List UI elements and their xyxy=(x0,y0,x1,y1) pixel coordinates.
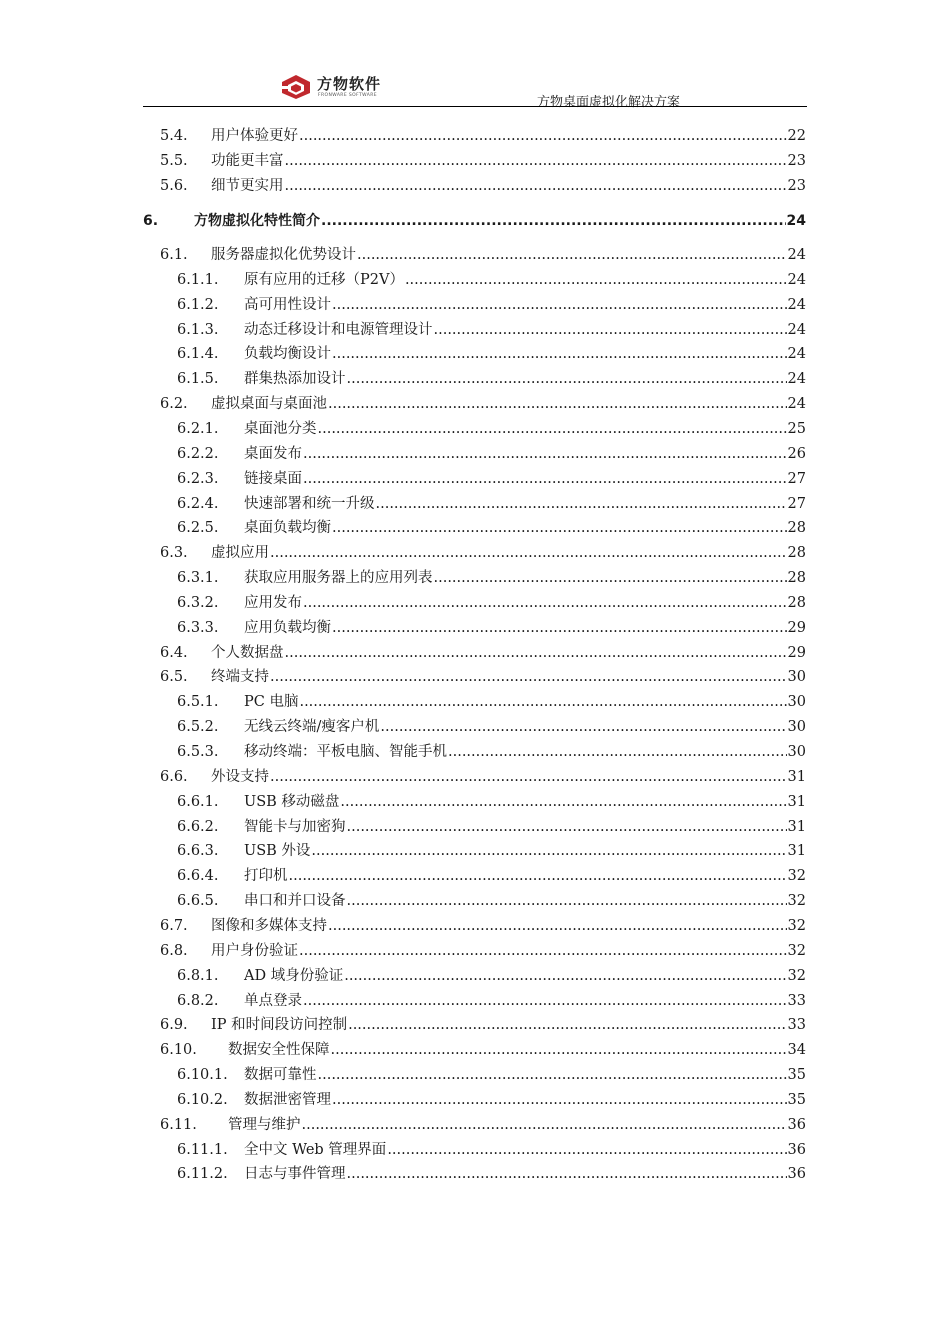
toc-entry[interactable] xyxy=(177,965,806,987)
toc-entry-number: 6.2. xyxy=(160,396,188,413)
toc-entry[interactable] xyxy=(160,940,806,962)
toc-entry-title: 负载均衡设计 xyxy=(244,346,331,363)
toc-dot-leader xyxy=(434,567,787,589)
toc-entry-number: 6.8.2. xyxy=(177,992,219,1009)
toc-entry-page-number: 31 xyxy=(787,843,806,860)
toc-dot-leader xyxy=(347,890,787,912)
toc-entry-title: USB 外设 xyxy=(244,843,311,860)
toc-entry-title: 动态迁移设计和电源管理设计 xyxy=(244,321,433,338)
toc-entry-page-number: 33 xyxy=(787,992,806,1009)
toc-entry-title: 移动终端：平板电脑、智能手机 xyxy=(244,744,447,760)
toc-entry-page-number: 23 xyxy=(787,152,806,169)
toc-entry-number: 6.1.5. xyxy=(177,371,219,388)
toc-entry-page-number: 36 xyxy=(787,1141,806,1158)
toc-entry-title: 应用发布 xyxy=(244,594,302,611)
toc-entry-title: 智能卡与加密狗 xyxy=(244,818,346,835)
toc-dot-leader xyxy=(376,493,787,515)
toc-entry-number: 6.1. xyxy=(160,247,188,263)
toc-entry-page-number: 31 xyxy=(787,768,806,785)
toc-entry-page-number: 36 xyxy=(787,1116,806,1133)
toc-entry-title: 群集热添加设计 xyxy=(244,371,346,388)
toc-entry-number: 6.3.3. xyxy=(177,619,219,636)
toc-entry[interactable] xyxy=(177,567,806,589)
toc-entry-number: 6.10. xyxy=(160,1042,197,1059)
toc-entry-page-number: 24 xyxy=(787,396,806,413)
toc-entry-page-number: 36 xyxy=(787,1166,806,1183)
toc-entry[interactable] xyxy=(177,716,806,738)
toc-entry[interactable] xyxy=(177,468,806,490)
toc-entry[interactable] xyxy=(160,1014,806,1036)
toc-entry-title: 数据安全性保障 xyxy=(228,1042,330,1059)
toc-entry-page-number: 28 xyxy=(787,520,806,537)
toc-entry-page-number: 32 xyxy=(787,967,806,984)
toc-entry-title: 用户体验更好 xyxy=(211,128,298,144)
toc-entry-title: 单点登录 xyxy=(244,992,302,1009)
toc-entry-title: 功能更丰富 xyxy=(211,152,284,169)
toc-entry[interactable] xyxy=(160,175,806,197)
toc-entry-title: 管理与维护 xyxy=(228,1116,301,1133)
toc-entry-number: 6.5.1. xyxy=(177,694,219,711)
toc-entry-title: 虚拟应用 xyxy=(211,545,269,562)
toc-entry-number: 6.6. xyxy=(160,768,188,785)
toc-entry-number: 6.11.1. xyxy=(177,1141,228,1158)
toc-entry-number: 6.3.1. xyxy=(177,570,219,587)
toc-entry-title: 原有应用的迁移（P2V） xyxy=(244,271,404,288)
toc-entry-number: 6.5.3. xyxy=(177,744,219,760)
toc-entry-number: 6.8.1. xyxy=(177,967,219,984)
toc-entry-number: 6.5. xyxy=(160,669,188,686)
toc-dot-leader xyxy=(303,592,787,614)
toc-entry-page-number: 27 xyxy=(787,470,806,487)
toc-entry-number: 6.2.1. xyxy=(177,420,219,437)
toc-entry-number: 6.1.4. xyxy=(177,346,219,363)
toc-entry[interactable] xyxy=(177,592,806,614)
toc-entry-number: 6.11.2. xyxy=(177,1166,228,1183)
toc-entry-title: 全中文 Web 管理界面 xyxy=(244,1141,387,1158)
toc-entry[interactable] xyxy=(160,915,806,937)
toc-entry-title: 用户身份验证 xyxy=(211,942,298,959)
toc-entry-title: 数据可靠性 xyxy=(244,1067,317,1084)
toc-entry[interactable] xyxy=(160,244,806,266)
toc-entry-number: 6.9. xyxy=(160,1017,188,1034)
toc-entry-number: 6.2.2. xyxy=(177,445,219,462)
toc-entry-number: 5.5. xyxy=(160,152,188,169)
toc-entry-title: 快速部署和统一升级 xyxy=(244,495,375,512)
toc-entry[interactable] xyxy=(177,816,806,838)
toc-entry-number: 6.6.2. xyxy=(177,818,219,835)
toc-entry[interactable] xyxy=(160,125,806,147)
toc-entry-title: 细节更实用 xyxy=(211,177,284,194)
toc-entry-title: 外设支持 xyxy=(211,768,269,785)
toc-entry[interactable] xyxy=(177,617,806,639)
toc-dot-leader xyxy=(318,1064,787,1086)
toc-entry-title: IP 和时间段访问控制 xyxy=(211,1017,348,1034)
toc-dot-leader xyxy=(328,393,787,415)
toc-entry-number: 5.4. xyxy=(160,128,188,144)
toc-dot-leader xyxy=(299,940,787,962)
toc-entry-number: 6.3. xyxy=(160,545,188,562)
toc-entry-number: 6.6.1. xyxy=(177,793,219,810)
toc-entry[interactable] xyxy=(177,517,806,539)
toc-entry-page-number: 30 xyxy=(787,744,806,760)
toc-entry-title: 服务器虚拟化优势设计 xyxy=(211,247,356,263)
toc-entry[interactable] xyxy=(177,368,806,390)
toc-entry[interactable] xyxy=(177,1163,806,1185)
toc-entry-page-number: 28 xyxy=(787,545,806,562)
toc-entry[interactable] xyxy=(177,418,806,440)
toc-dot-leader xyxy=(347,816,787,838)
toc-dot-leader xyxy=(387,1139,786,1161)
toc-entry-page-number: 30 xyxy=(787,669,806,686)
toc-entry-page-number: 32 xyxy=(787,893,806,910)
toc-entry[interactable] xyxy=(177,691,806,713)
toc-entry-page-number: 24 xyxy=(787,296,806,313)
toc-entry[interactable] xyxy=(177,343,806,365)
toc-entry[interactable] xyxy=(160,150,806,172)
toc-dot-leader xyxy=(344,965,786,987)
toc-entry-page-number: 30 xyxy=(787,694,806,711)
toc-entry-page-number: 24 xyxy=(787,321,806,338)
toc-entry-page-number: 24 xyxy=(787,371,806,388)
toc-entry-number: 6.6.3. xyxy=(177,843,219,860)
toc-entry-page-number: 32 xyxy=(787,868,806,885)
toc-dot-leader xyxy=(332,1089,787,1111)
toc-dot-leader xyxy=(448,741,787,763)
toc-entry-number: 6.2.4. xyxy=(177,495,219,512)
toc-entry-page-number: 29 xyxy=(787,644,806,661)
toc-entry-title: 获取应用服务器上的应用列表 xyxy=(244,570,433,587)
toc-entry-page-number: 28 xyxy=(787,570,806,587)
toc-entry-number: 6.1.1. xyxy=(177,271,219,288)
toc-entry[interactable] xyxy=(177,269,806,291)
toc-dot-leader xyxy=(299,125,787,147)
toc-entry-page-number: 35 xyxy=(787,1091,806,1108)
toc-entry[interactable] xyxy=(160,666,806,688)
toc-entry[interactable] xyxy=(177,791,806,813)
page-header xyxy=(143,70,807,110)
toc-dot-leader xyxy=(357,244,787,266)
document-title: 方物桌面虚拟化解决方案 xyxy=(536,95,680,110)
toc-dot-leader xyxy=(380,716,786,738)
toc-entry-number: 6.1.3. xyxy=(177,321,219,338)
toc-entry-title: 数据泄密管理 xyxy=(244,1091,331,1108)
toc-entry-number: 6.6.5. xyxy=(177,893,219,910)
toc-entry-title: 图像和多媒体支持 xyxy=(211,917,327,934)
toc-entry-title: 终端支持 xyxy=(211,669,269,686)
toc-entry-page-number: 35 xyxy=(787,1067,806,1084)
toc-entry-page-number: 22 xyxy=(787,128,806,144)
toc-entry-number: 6.6.4. xyxy=(177,868,219,885)
toc-dot-leader xyxy=(285,175,787,197)
toc-dot-leader xyxy=(318,418,787,440)
toc-dot-leader xyxy=(270,766,787,788)
toc-entry-number: 6.2.3. xyxy=(177,470,219,487)
toc-entry-title: 高可用性设计 xyxy=(244,296,331,313)
toc-entry[interactable] xyxy=(160,1114,806,1136)
toc-entry-page-number: 31 xyxy=(787,818,806,835)
toc-dot-leader xyxy=(347,368,787,390)
toc-dot-leader xyxy=(285,642,787,664)
toc-entry-number: 6.4. xyxy=(160,644,188,661)
toc-entry[interactable] xyxy=(177,840,806,862)
toc-entry-page-number: 31 xyxy=(787,793,806,810)
toc-entry-number: 6.3.2. xyxy=(177,594,219,611)
toc-entry-number: 6. xyxy=(143,213,159,229)
toc-dot-leader xyxy=(299,691,786,713)
toc-entry-title: 链接桌面 xyxy=(244,470,302,487)
toc-entry-number: 6.10.1. xyxy=(177,1067,228,1084)
toc-dot-leader xyxy=(311,840,786,862)
toc-dot-leader xyxy=(303,468,787,490)
toc-entry-title: 串口和并口设备 xyxy=(244,893,346,910)
toc-entry-page-number: 30 xyxy=(787,719,806,736)
toc-entry-number: 6.11. xyxy=(160,1116,197,1133)
toc-entry-title: PC 电脑 xyxy=(244,694,299,711)
toc-entry[interactable] xyxy=(160,542,806,564)
logo-subtitle: FRONWARE SOFTWARE xyxy=(318,93,378,98)
toc-entry-title: 个人数据盘 xyxy=(211,644,284,661)
toc-dot-leader xyxy=(405,269,787,291)
toc-dot-leader xyxy=(332,294,787,316)
toc-entry-page-number: 25 xyxy=(787,420,806,437)
toc-entry-page-number: 33 xyxy=(787,1017,806,1034)
toc-entry-page-number: 32 xyxy=(787,942,806,959)
toc-entry-title: 无线云终端/瘦客户机 xyxy=(244,719,380,736)
toc-entry[interactable] xyxy=(177,1139,806,1161)
toc-entry[interactable] xyxy=(177,865,806,887)
toc-dot-leader xyxy=(347,1163,787,1185)
toc-entry-title: 虚拟桌面与桌面池 xyxy=(211,396,327,413)
toc-dot-leader xyxy=(270,666,787,688)
toc-entry-page-number: 23 xyxy=(787,177,806,194)
toc-entry-title: 应用负载均衡 xyxy=(244,619,331,636)
toc-entry-number: 6.1.2. xyxy=(177,296,219,313)
toc-entry-title: 打印机 xyxy=(244,868,288,885)
toc-dot-leader xyxy=(285,150,787,172)
toc-dot-leader xyxy=(332,517,787,539)
company-logo xyxy=(281,72,396,102)
toc-entry[interactable] xyxy=(177,493,806,515)
toc-entry[interactable] xyxy=(177,741,806,763)
toc-entry[interactable] xyxy=(177,319,806,341)
toc-entry-page-number: 26 xyxy=(787,445,806,462)
toc-dot-leader xyxy=(321,210,786,232)
header-rule xyxy=(143,106,807,107)
toc-entry-number: 5.6. xyxy=(160,177,188,194)
toc-dot-leader xyxy=(348,1014,786,1036)
toc-entry-title: 桌面池分类 xyxy=(244,420,317,437)
logo-name: 方物软件 xyxy=(317,75,382,93)
toc-entry-number: 6.8. xyxy=(160,942,188,959)
toc-entry[interactable] xyxy=(160,1039,806,1061)
toc-entry-number: 6.10.2. xyxy=(177,1091,228,1108)
toc-entry[interactable] xyxy=(177,1089,806,1111)
toc-entry[interactable] xyxy=(160,642,806,664)
toc-entry-title: USB 移动磁盘 xyxy=(244,793,340,810)
toc-entry[interactable] xyxy=(177,990,806,1012)
toc-entry-page-number: 29 xyxy=(787,619,806,636)
toc-entry[interactable] xyxy=(177,443,806,465)
toc-dot-leader xyxy=(434,319,787,341)
toc-entry[interactable] xyxy=(177,890,806,912)
toc-entry-number: 6.5.2. xyxy=(177,719,219,736)
toc-entry[interactable] xyxy=(177,294,806,316)
toc-entry[interactable] xyxy=(160,393,806,415)
toc-entry[interactable] xyxy=(143,210,806,232)
toc-entry[interactable] xyxy=(160,766,806,788)
toc-entry-title: 桌面负载均衡 xyxy=(244,520,331,537)
toc-dot-leader xyxy=(340,791,786,813)
toc-dot-leader xyxy=(332,343,787,365)
toc-dot-leader xyxy=(303,443,787,465)
toc-entry-page-number: 24 xyxy=(787,346,806,363)
toc-dot-leader xyxy=(331,1039,787,1061)
toc-entry-page-number: 24 xyxy=(786,213,806,229)
toc-entry[interactable] xyxy=(177,1064,806,1086)
toc-entry-page-number: 24 xyxy=(787,271,806,288)
toc-dot-leader xyxy=(332,617,787,639)
toc-entry-title: 桌面发布 xyxy=(244,445,302,462)
toc-entry-page-number: 34 xyxy=(787,1042,806,1059)
toc-entry-title: AD 域身份验证 xyxy=(244,967,344,984)
toc-entry-number: 6.2.5. xyxy=(177,520,219,537)
toc-dot-leader xyxy=(328,915,787,937)
toc-dot-leader xyxy=(289,865,787,887)
toc-dot-leader xyxy=(270,542,787,564)
toc-entry-page-number: 28 xyxy=(787,594,806,611)
toc-dot-leader xyxy=(303,990,787,1012)
toc-entry-page-number: 24 xyxy=(787,247,806,263)
toc-entry-title: 日志与事件管理 xyxy=(244,1166,346,1183)
toc-dot-leader xyxy=(302,1114,787,1136)
toc-entry-page-number: 32 xyxy=(787,917,806,934)
fronware-logo-icon xyxy=(281,74,311,100)
toc-entry-number: 6.7. xyxy=(160,917,188,934)
toc-entry-page-number: 27 xyxy=(787,495,806,512)
toc-entry-title: 方物虚拟化特性简介 xyxy=(194,213,320,229)
